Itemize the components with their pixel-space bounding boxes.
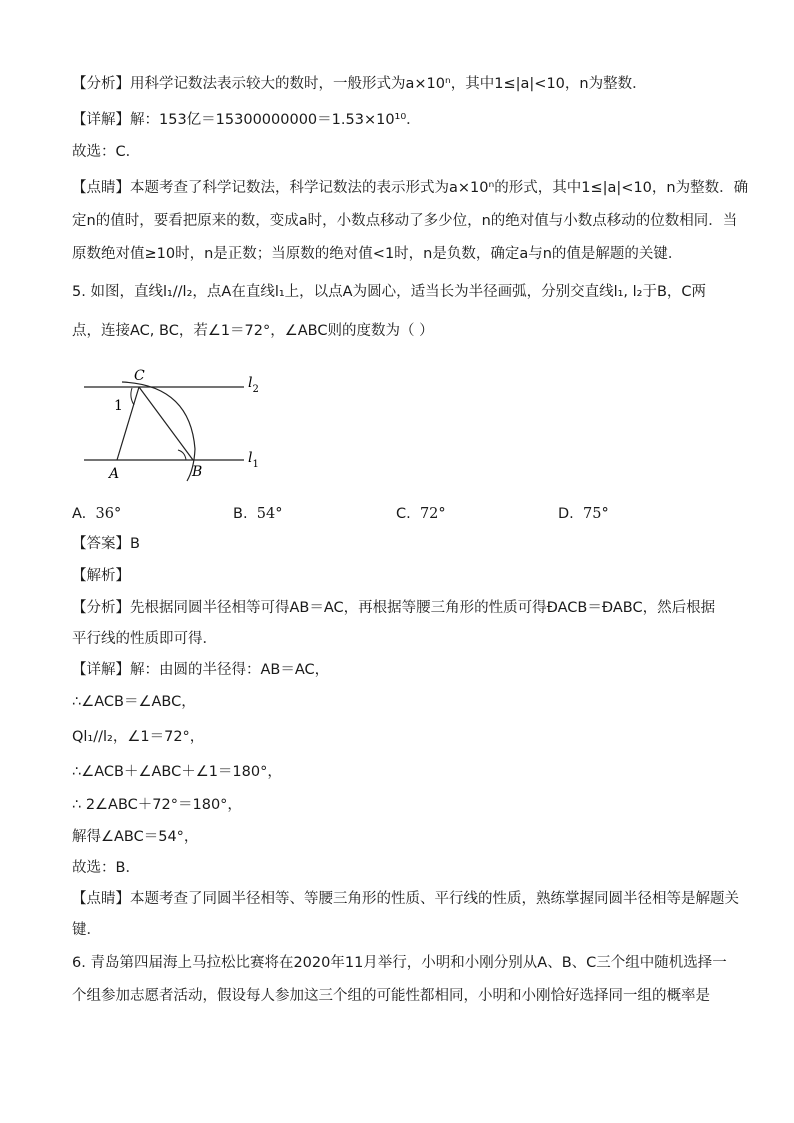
segment-BC [139,387,193,460]
analysis-tag: 【分析】 [72,76,130,92]
q4-analysis [72,74,732,94]
detail-text: 解：153亿＝15300000000＝1.53×10¹⁰． [130,112,421,128]
q5-comment-line-2: 键． [72,922,101,938]
arc [122,382,195,481]
option-value: 54° [256,506,283,522]
q5-choice: 故选：B． [72,860,140,876]
q5-comment [72,889,739,909]
geometry-figure [72,365,292,485]
comment-line-1: 本题考查了同圆半径相等、等腰三角形的性质、平行线的性质，熟练掌握同圆半径相等是解题关 [130,891,739,907]
label-l2 [248,375,259,395]
option-b [233,504,282,524]
option-a [72,504,121,524]
geometry-svg [72,365,292,485]
q5-detail-line-3: Ql₁//l₂，∠1＝72°， [72,729,205,745]
option-c [396,504,446,524]
q5-analysis [72,598,732,618]
detail-line-1: 解：由圆的半径得：AB＝AC， [130,662,330,678]
q5-detail [72,660,732,680]
q4-detail [72,110,732,130]
option-letter: B. [233,506,248,522]
q4-comment-line-3: 原数绝对值≥10时，n是正数；当原数的绝对值<1时，n是负数，确定a与n的值是解题的关键． [72,246,683,262]
angle-1-mark [131,388,134,405]
q5-detail-line-2: ∴∠ACB＝∠ABC， [72,694,196,710]
q5-detail-line-6: 解得∠ABC＝54°， [72,829,199,845]
option-d [558,504,609,524]
label-B: B [192,464,203,480]
analysis-line-1: 先根据同圆半径相等可得AB＝AC，再根据等腰三角形的性质可得ÐACB＝ÐABC，然后根据 [130,600,716,616]
q5-stem-line-1: 5. 如图，直线l₁//l₂，点A在直线l₁上，以点A为圆心，适当长为半径画弧，分别交直线l₁, l₂于B，C两 [72,284,707,300]
comment-line-1: 本题考查了科学记数法，科学记数法的表示形式为a×10ⁿ的形式，其中1≤|a|<10，n为整数．确 [130,180,749,196]
q5-answer [72,534,732,554]
angle-B-mark [178,450,186,460]
q5-parse-tag: 【解析】 [72,568,130,584]
option-value: 36° [95,506,122,522]
q4-choice: 故选：C． [72,144,141,160]
option-value: 72° [419,506,446,522]
option-letter: A. [72,506,87,522]
label-C: C [134,368,145,384]
q6-stem-line-1: 6. 青岛第四届海上马拉松比赛将在2020年11月举行，小明和小刚分别从A、B、C三个组中随机选择一 [72,955,727,971]
label-l1-main: l [248,450,253,466]
q4-comment-line-2: 定n的值时，要看把原来的数，变成a时，小数点移动了多少位，n的绝对值与小数点移动的位数相同．当 [72,213,738,229]
label-A: A [109,466,120,482]
detail-tag: 【详解】 [72,662,130,678]
comment-tag: 【点睛】 [72,891,130,907]
label-l2-sub: 2 [252,384,259,395]
option-value: 75° [583,506,609,522]
q5-analysis-line-2: 平行线的性质即可得． [72,631,217,647]
option-letter: D. [558,506,574,522]
label-l1 [248,450,259,470]
q5-detail-line-5: ∴ 2∠ABC＋72°＝180°， [72,797,242,813]
option-letter: C. [396,506,411,522]
analysis-text: 用科学记数法表示较大的数时，一般形式为a×10ⁿ，其中1≤|a|<10，n为整数． [130,76,647,92]
answer-tag: 【答案】 [72,536,130,552]
detail-tag: 【详解】 [72,112,130,128]
label-l1-sub: 1 [252,459,259,470]
q6-stem-line-2: 个组参加志愿者活动，假设每人参加这三个组的可能性都相同，小明和小刚恰好选择同一组的概率是 [72,988,710,1004]
label-angle-1: 1 [114,398,123,414]
comment-tag: 【点睛】 [72,180,130,196]
q5-stem-line-2: 点，连接AC, BC，若∠1＝72°，∠ABC则的度数为（ ） [72,323,434,339]
answer-value: B [130,536,140,552]
q5-detail-line-4: ∴∠ACB＋∠ABC＋∠1＝180°， [72,764,282,780]
analysis-tag: 【分析】 [72,600,130,616]
label-l2-main: l [248,375,253,391]
q4-comment [72,178,749,198]
